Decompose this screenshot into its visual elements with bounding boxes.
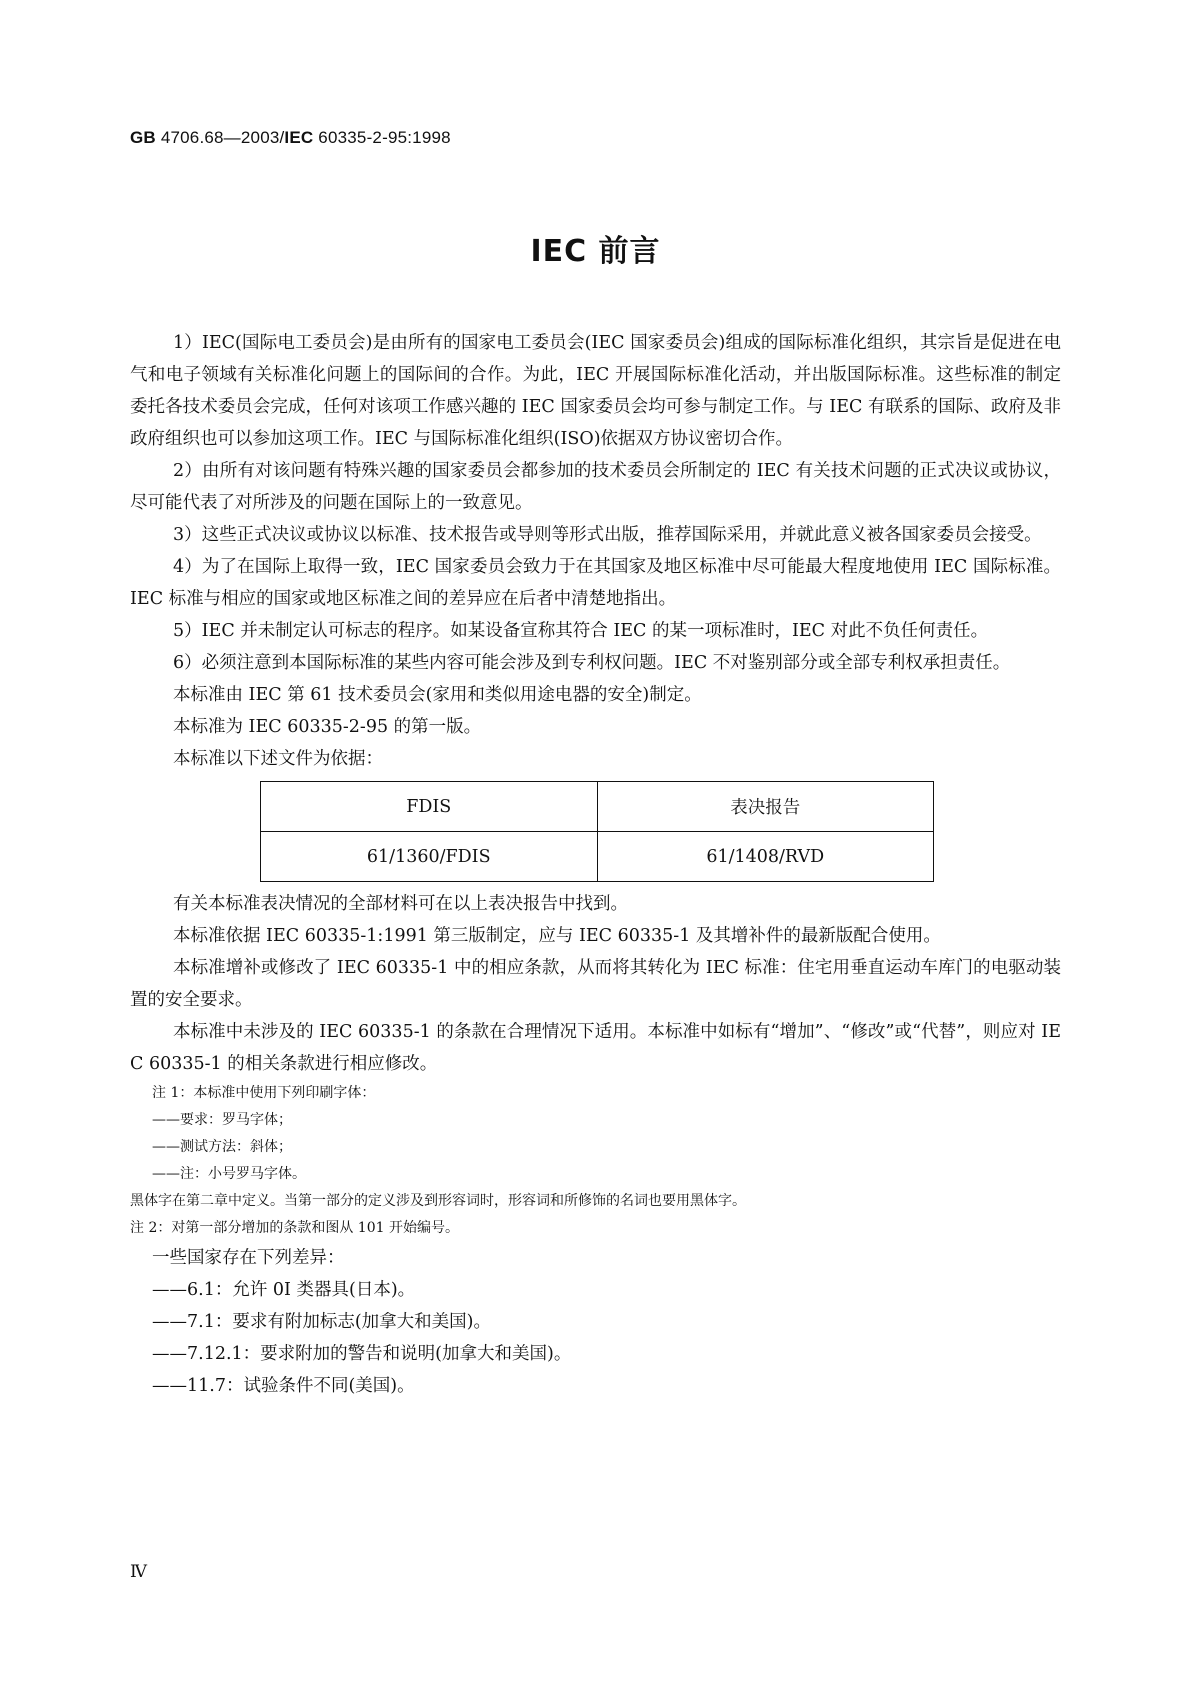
basis-table-header-fdis: FDIS (261, 782, 598, 832)
note-1-item-notes: ——注：小号罗马字体。 (152, 1166, 306, 1182)
basis-table (260, 781, 934, 882)
basis-table-header-row (261, 782, 934, 832)
basis-table-cell-rvd: 61/1408/RVD (597, 832, 934, 882)
header-code-iec: IEC (284, 128, 314, 147)
paragraph-committee: 本标准由 IEC 第 61 技术委员会(家用和类似用途电器的安全)制定。 (173, 685, 702, 705)
differences-intro: 一些国家存在下列差异： (152, 1248, 345, 1268)
paragraph-vote-info: 有关本标准表决情况的全部材料可在以上表决报告中找到。 (173, 894, 628, 914)
difference-item: ——7.1：要求有附加标志(加拿大和美国)。 (152, 1312, 491, 1332)
note-1-item-requirements: ——要求：罗马字体； (152, 1112, 292, 1128)
page-number: Ⅳ (130, 1562, 147, 1582)
paragraph-6: 6）必须注意到本国际标准的某些内容可能会涉及到专利权问题。IEC 不对鉴别部分或全部专利权承担责任。 (173, 653, 1011, 673)
paragraph-3: 3）这些正式决议或协议以标准、技术报告或导则等形式出版，推荐国际采用，并就此意义被各国家委员会接受。 (173, 525, 1042, 545)
page-header-standard-code (130, 128, 451, 148)
note-2: 注 2：对第一部分增加的条款和图从 101 开始编号。 (130, 1220, 459, 1236)
header-code-gb: GB (130, 128, 156, 147)
page-title: IEC 前言 (530, 234, 661, 269)
paragraph-1: 1）IEC(国际电工委员会)是由所有的国家电工委员会(IEC 国家委员会)组成的国际标准化组织，其宗旨是促进在电气和电子领域有关标准化问题上的国际间的合作。为此，IEC 开展国际标准化活动，并出版国际标准。这些标准的制定委托各技术委员会完成，任何对该项工作感兴趣的 IEC 国家委员会均可参与制定工作。与 IEC 有联系的国际、政府及非政府组织也可以参加这项工作。IEC 与国际标准化组织(ISO)依据双方协议密切合作。 (130, 333, 1061, 449)
difference-item: ——11.7：试验条件不同(美国)。 (152, 1376, 415, 1396)
paragraph-based-on: 本标准依据 IEC 60335-1:1991 第三版制定，应与 IEC 60335-1 及其增补件的最新版配合使用。 (173, 926, 941, 946)
paragraph-5: 5）IEC 并未制定认可标志的程序。如某设备宣称其符合 IEC 的某一项标准时，IEC 对此不负任何责任。 (173, 621, 989, 641)
document-body (130, 327, 1061, 1402)
difference-item: ——6.1：允许 0I 类器具(日本)。 (152, 1280, 416, 1300)
basis-table-cell-fdis: 61/1360/FDIS (261, 832, 598, 882)
note-1: 注 1：本标准中使用下列印刷字体： (152, 1085, 376, 1101)
difference-item: ——7.12.1：要求附加的警告和说明(加拿大和美国)。 (152, 1344, 572, 1364)
paragraph-4: 4）为了在国际上取得一致，IEC 国家委员会致力于在其国家及地区标准中尽可能最大程度地使用 IEC 国际标准。IEC 标准与相应的国家或地区标准之间的差异应在后者中清楚地指出。 (130, 557, 1061, 609)
header-code-iec-number: 60335-2-95:1998 (313, 128, 451, 147)
paragraph-supplement: 本标准增补或修改了 IEC 60335-1 中的相应条款，从而将其转化为 IEC 标准：住宅用垂直运动车库门的电驱动装置的安全要求。 (130, 958, 1061, 1010)
paragraph-edition: 本标准为 IEC 60335-2-95 的第一版。 (173, 717, 482, 737)
paragraph-2: 2）由所有对该问题有特殊兴趣的国家委员会都参加的技术委员会所制定的 IEC 有关技术问题的正式决议或协议，尽可能代表了对所涉及的问题在国际上的一致意见。 (130, 461, 1061, 513)
note-1-item-test-methods: ——测试方法：斜体； (152, 1139, 292, 1155)
bold-definition-note: 黑体字在第二章中定义。当第一部分的定义涉及到形容词时，形容词和所修饰的名词也要用黑体字。 (130, 1193, 746, 1209)
basis-table-row (261, 832, 934, 882)
paragraph-applicability: 本标准中未涉及的 IEC 60335-1 的条款在合理情况下适用。本标准中如标有“增加”、“修改”或“代替”，则应对 IEC 60335-1 的相关条款进行相应修改。 (130, 1022, 1061, 1074)
header-code-number: 4706.68—2003/ (155, 128, 285, 147)
paragraph-basis: 本标准以下述文件为依据： (173, 749, 383, 769)
basis-table-header-vote-report: 表决报告 (597, 782, 934, 832)
